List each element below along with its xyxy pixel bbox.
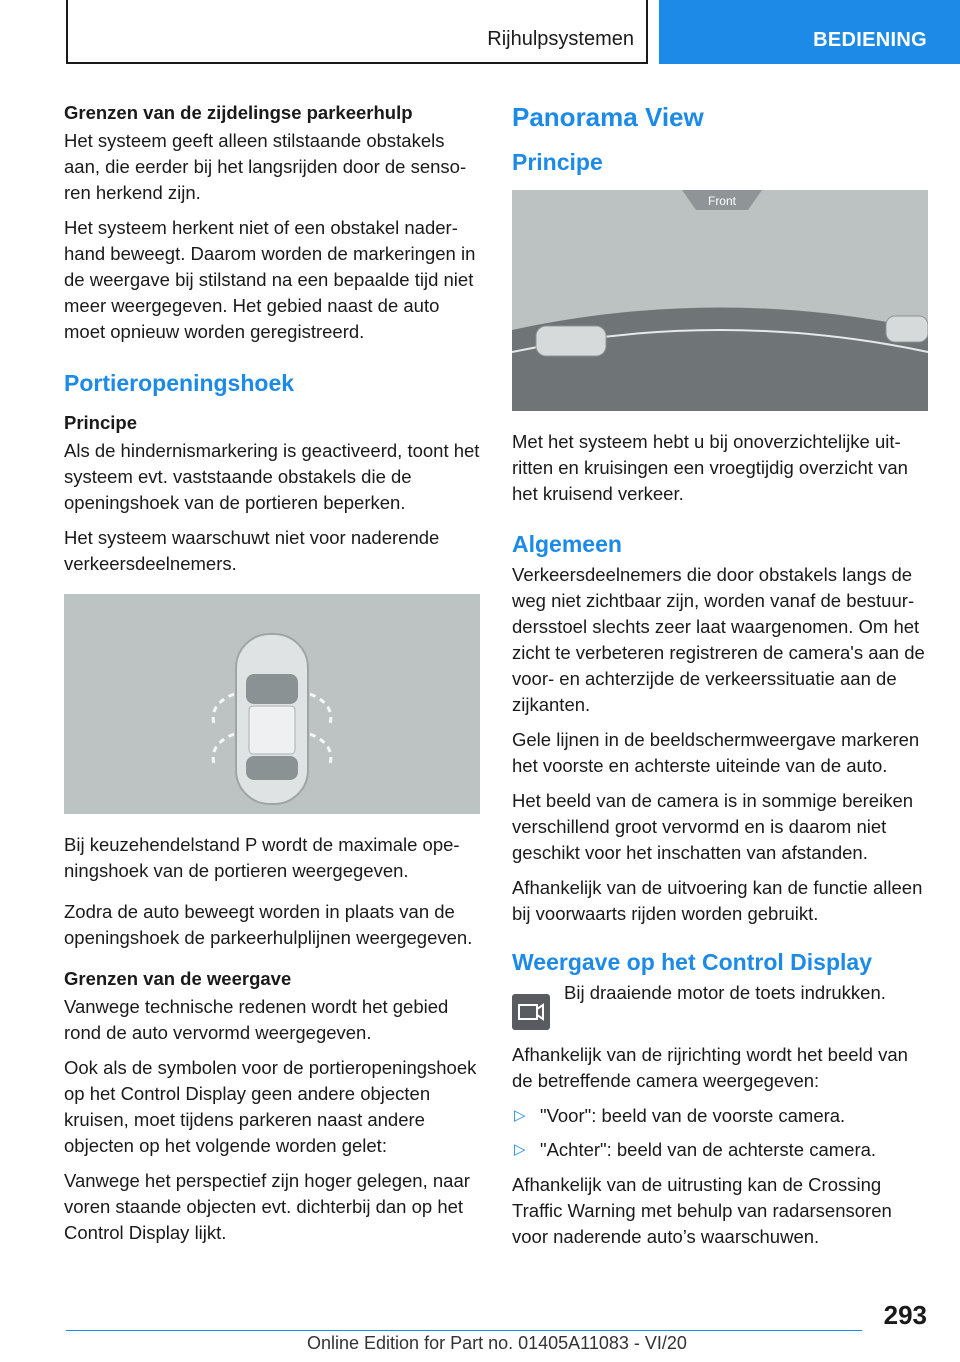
principle-heading: Principe — [512, 149, 603, 175]
chapter-title: BEDIENING — [813, 29, 927, 51]
paragraph: Vanwege het perspectief zijn hoger gelegen, naar voren staande objecten evt. dichterbij dan op het Control Display lijkt. — [64, 1170, 470, 1243]
car-rear-window — [246, 756, 298, 780]
paragraph: Afhankelijk van de uitvoering kan de functie alleen bij voorwaarts rijden worden gebruikt. — [512, 877, 923, 924]
paragraph: Het beeld van de camera is in sommige bereiken verschillend groot vervormd en is daarom niet geschikt voor het inschatten van afstanden. — [512, 790, 914, 863]
header-section-box — [66, 0, 648, 64]
paragraph: Ook als de symbolen voor de portieropeningshoek op het Control Display geen andere objecten kruisen, moet tijdens parkeren naast andere objecten op het volgende worden gelet: — [64, 1057, 477, 1156]
button-instruction: Bij draaiende motor de toets indrukken. — [564, 982, 886, 1003]
paragraph: Met het systeem hebt u bij onoverzichtelijke uitritten en kruisingen een vroegtijdig overzicht van het kruisend verkeer. — [512, 431, 908, 504]
page-number: 293 — [883, 1300, 927, 1330]
control-display-heading: Weergave op het Control Display — [512, 949, 872, 975]
paragraph: Bij keuzehendelstand P wordt de maximale openingshoek van de portieren weergegeven. — [64, 834, 460, 881]
paragraph: Gele lijnen in de beeldschermweergave markeren het voorste en achterste uiteinde van de auto. — [512, 729, 920, 776]
camera-button-row — [512, 980, 928, 1030]
left-column — [64, 100, 480, 1255]
paragraph: Vanwege technische redenen wordt het gebied rond de auto vervormd weergegeven. — [64, 996, 449, 1043]
list-item: ▷ "Voor": beeld van de voorste camera. — [512, 1103, 928, 1129]
general-heading: Algemeen — [512, 531, 622, 557]
car-windshield — [246, 674, 298, 704]
door-angle-heading: Portieropeningshoek — [64, 370, 295, 396]
paragraph: Als de hindernismarkering is geactiveerd, toont het systeem evt. vaststaande obstakels die de openingshoek van de portieren beperken. — [64, 440, 480, 513]
car-left — [536, 326, 606, 356]
paragraph: Het systeem herkent niet of een obstakel naderhand beweegt. Daarom worden de markeringen in de weergave bij stilstand na een bepaalde tijd niet meer weergegeven. Het gebied naast de auto moet opnieuw worden geregistreerd. — [64, 217, 476, 342]
car-roof — [249, 706, 295, 754]
car-right — [886, 316, 928, 342]
triangle-bullet-icon: ▷ — [514, 1141, 526, 1158]
figure-road — [512, 308, 928, 412]
panorama-view-figure — [512, 190, 928, 411]
paragraph: Het systeem geeft alleen stilstaande obstakels aan, die eerder bij het langsrijden door de sensoren herkend zijn. — [64, 130, 467, 203]
camera-list — [512, 1103, 928, 1163]
principle-title: Principe — [64, 412, 137, 433]
paragraph: Het systeem waarschuwt niet voor naderende verkeersdeelnemers. — [64, 527, 440, 574]
paragraph: Afhankelijk van de uitrusting kan de Crossing Traffic Warning met behulp van radarsensoren voor naderende auto’s waarschuwen. — [512, 1174, 892, 1247]
paragraph: Verkeersdeelnemers die door obstakels langs de weg niet zichtbaar zijn, worden vanaf de bestuurdersstoel slechts zeer laat waargenomen. Om het zicht te verbeteren registreren de camera's aan de voor- en achterzijde de verkeerssituatie aan de zijkanten. — [512, 564, 925, 715]
paragraph: Zodra de auto beweegt worden in plaats van de openingshoek de parkeerhulplijnen weergegeven. — [64, 901, 473, 948]
triangle-bullet-icon: ▷ — [514, 1107, 526, 1124]
chapter-tab — [659, 0, 960, 64]
limits-display-title: Grenzen van de weergave — [64, 968, 292, 989]
section-title: Rijhulpsystemen — [487, 28, 634, 50]
camera-button-icon — [512, 994, 550, 1030]
list-item: ▷ "Achter": beeld van de achterste camera. — [512, 1137, 928, 1163]
paragraph: Afhankelijk van de rijrichting wordt het beeld van de betreffende camera weergegeven: — [512, 1044, 908, 1091]
limits-side-title: Grenzen van de zijdelingse parkeerhulp — [64, 102, 413, 123]
front-label: Front — [707, 194, 737, 208]
edition-footer: Online Edition for Part no. 01405A11083 - VI/20 — [307, 1333, 687, 1353]
panorama-view-title: Panorama View — [512, 102, 704, 132]
right-column — [512, 100, 928, 1259]
door-angle-figure — [64, 594, 480, 814]
footer-divider — [66, 1330, 862, 1331]
